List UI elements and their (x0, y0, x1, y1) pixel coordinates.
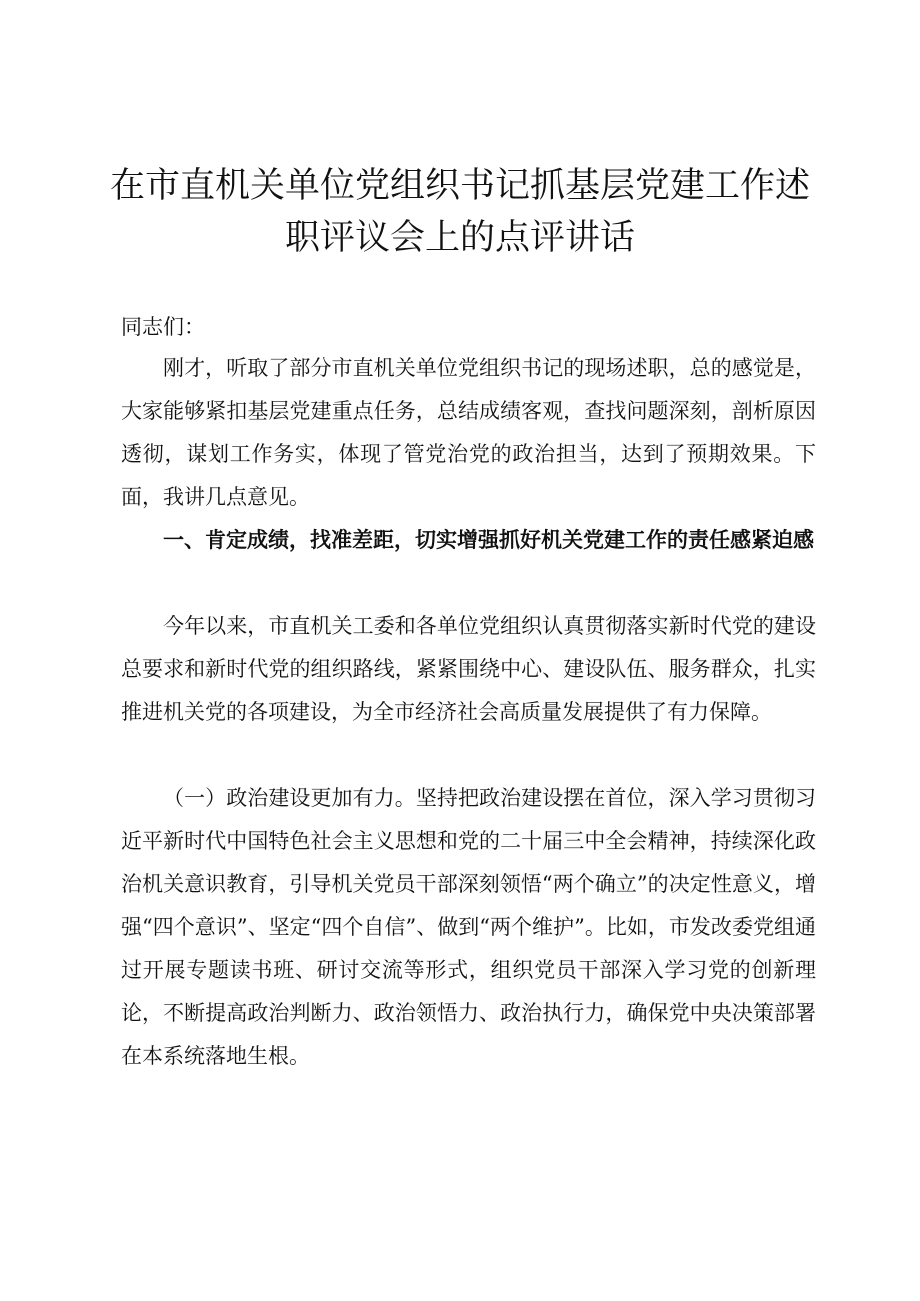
section-heading-1: 一、肯定成绩，找准差距，切实增强抓好机关党建工作的责任感紧迫感 (163, 528, 814, 552)
subsection-1-paragraph (121, 777, 816, 1078)
subsection-1-text: 坚持把政治建设摆在首位，深入学习贯彻习近平新时代中国特色社会主义思想和党的二十届三中全会精神，持续深化政治机关意识教育，引导机关党员干部深刻领悟“两个确立”的决定性意义，增强“四个意识”、坚定“四个自信”、做到“两个维护”。 (121, 786, 817, 939)
subsection-1-heading: （一）政治建设更加有力。 (163, 786, 416, 810)
document-title: 在市直机关单位党组织书记抓基层党建工作述职评议会上的点评讲话 (110, 166, 811, 258)
section1-intro-paragraph: 今年以来，市直机关工委和各单位党组织认真贯彻落实新时代党的建设总要求和新时代党的组织路线，紧紧围绕中心、建设队伍、服务群众，扎实推进机关党的各项建设，为全市经济社会高质量发展提供了有力保障。 (121, 614, 816, 724)
salutation: 同志们： (121, 315, 205, 339)
opening-paragraph: 刚才，听取了部分市直机关单位党组织书记的现场述职，总的感觉是，大家能够紧扣基层党建重点任务，总结成绩客观，查找问题深刻，剖析原因透彻，谋划工作务实，体现了管党治党的政治担当，达到了预期效果。下面，我讲几点意见。 (121, 356, 816, 509)
subsection-1-example: 比如，市发改委党组通过开展专题读书班、研讨交流等形式，组织党员干部深入学习党的创新理论，不断提高政治判断力、政治领悟力、政治执行力，确保党中央决策部署在本系统落地生根。 (121, 915, 816, 1068)
